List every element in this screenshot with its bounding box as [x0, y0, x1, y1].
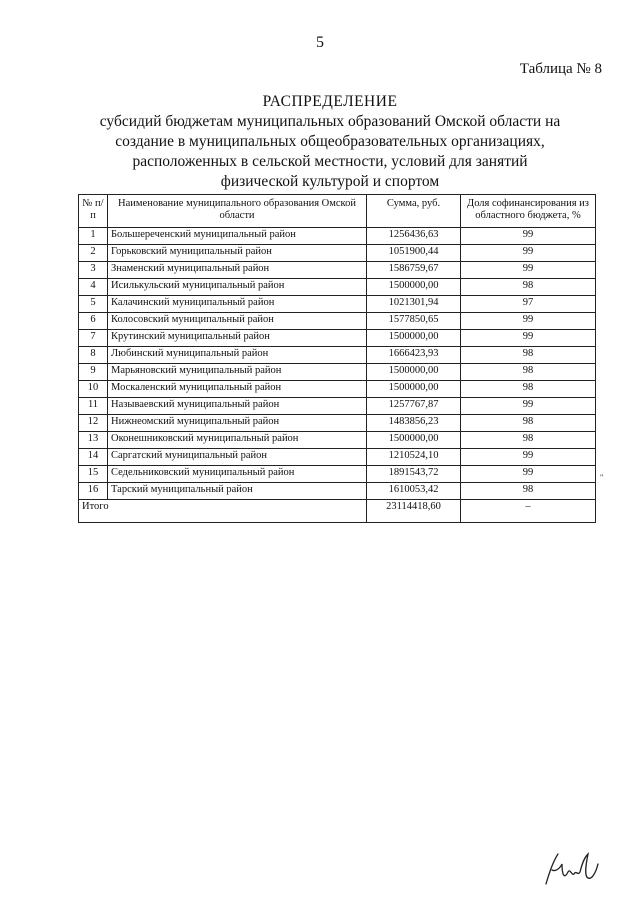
title-line-4: физической культурой и спортом — [220, 173, 440, 190]
total-share: – — [461, 500, 596, 523]
row-sum: 1500000,00 — [367, 381, 461, 398]
row-num: 1 — [79, 228, 108, 245]
table-body — [79, 228, 596, 500]
table-row — [79, 364, 596, 381]
row-num: 12 — [79, 415, 108, 432]
table-row — [79, 432, 596, 449]
row-share: 99 — [461, 398, 596, 415]
row-num: 8 — [79, 347, 108, 364]
row-share: 98 — [461, 279, 596, 296]
row-name: Знаменский муниципальный район — [108, 262, 367, 279]
table-row — [79, 330, 596, 347]
row-name: Большереченский муниципальный район — [108, 228, 367, 245]
row-share: 98 — [461, 415, 596, 432]
row-share: 99 — [461, 262, 596, 279]
total-label: Итого — [79, 500, 367, 523]
table-row — [79, 313, 596, 330]
row-sum: 1500000,00 — [367, 330, 461, 347]
table-row — [79, 279, 596, 296]
margin-mark: " — [600, 473, 604, 482]
row-num: 4 — [79, 279, 108, 296]
table-label: Таблица № 8 — [519, 61, 602, 77]
row-sum: 1483856,23 — [367, 415, 461, 432]
row-name: Калачинский муниципальный район — [108, 296, 367, 313]
row-name: Москаленский муниципальный район — [108, 381, 367, 398]
header-num: № п/п — [79, 195, 108, 228]
row-num: 11 — [79, 398, 108, 415]
row-share: 99 — [461, 245, 596, 262]
table-row — [79, 466, 596, 483]
row-num: 2 — [79, 245, 108, 262]
table-row — [79, 245, 596, 262]
row-sum: 1256436,63 — [367, 228, 461, 245]
row-num: 10 — [79, 381, 108, 398]
row-sum: 1891543,72 — [367, 466, 461, 483]
row-name: Крутинский муниципальный район — [108, 330, 367, 347]
handwritten-signature — [540, 850, 602, 888]
row-sum: 1500000,00 — [367, 432, 461, 449]
row-sum: 1500000,00 — [367, 364, 461, 381]
table-row — [79, 483, 596, 500]
table-row — [79, 415, 596, 432]
row-sum: 1500000,00 — [367, 279, 461, 296]
table-header-row — [79, 195, 596, 228]
row-name: Седельниковский муниципальный район — [108, 466, 367, 483]
row-share: 98 — [461, 381, 596, 398]
title-line-1: субсидий бюджетам муниципальных образований Омской области на — [99, 113, 561, 130]
row-share: 98 — [461, 483, 596, 500]
table-row — [79, 381, 596, 398]
row-sum: 1210524,10 — [367, 449, 461, 466]
row-name: Марьяновский муниципальный район — [108, 364, 367, 381]
row-sum: 1610053,42 — [367, 483, 461, 500]
page-number: 5 — [316, 34, 324, 51]
row-sum: 1257767,87 — [367, 398, 461, 415]
title-main: РАСПРЕДЕЛЕНИЕ — [262, 93, 398, 110]
row-name: Горьковский муниципальный район — [108, 245, 367, 262]
row-num: 6 — [79, 313, 108, 330]
table-row — [79, 296, 596, 313]
table-row — [79, 398, 596, 415]
row-name: Исилькульский муниципальный район — [108, 279, 367, 296]
row-num: 7 — [79, 330, 108, 347]
row-share: 99 — [461, 228, 596, 245]
total-row — [79, 500, 596, 523]
total-sum: 23114418,60 — [367, 500, 461, 523]
row-name: Нижнеомский муниципальный район — [108, 415, 367, 432]
row-num: 16 — [79, 483, 108, 500]
header-sum: Сумма, руб. — [367, 195, 461, 228]
header-share: Доля софинансирования из областного бюджета, % — [461, 195, 596, 228]
row-share: 98 — [461, 364, 596, 381]
row-name: Оконешниковский муниципальный район — [108, 432, 367, 449]
row-name: Колосовский муниципальный район — [108, 313, 367, 330]
row-name: Любинский муниципальный район — [108, 347, 367, 364]
row-num: 13 — [79, 432, 108, 449]
document-title — [80, 92, 580, 192]
row-sum: 1586759,67 — [367, 262, 461, 279]
row-name: Называевский муниципальный район — [108, 398, 367, 415]
row-name: Саргатский муниципальный район — [108, 449, 367, 466]
table-row — [79, 262, 596, 279]
table-row — [79, 347, 596, 364]
row-num: 5 — [79, 296, 108, 313]
table-row — [79, 449, 596, 466]
row-num: 9 — [79, 364, 108, 381]
row-name: Тарский муниципальный район — [108, 483, 367, 500]
row-share: 97 — [461, 296, 596, 313]
row-share: 99 — [461, 466, 596, 483]
row-num: 3 — [79, 262, 108, 279]
header-name: Наименование муниципального образования Омской области — [108, 195, 367, 228]
row-share: 99 — [461, 330, 596, 347]
row-sum: 1021301,94 — [367, 296, 461, 313]
row-num: 14 — [79, 449, 108, 466]
row-num: 15 — [79, 466, 108, 483]
row-sum: 1051900,44 — [367, 245, 461, 262]
subsidy-distribution-table — [78, 194, 596, 523]
row-share: 99 — [461, 313, 596, 330]
table-row — [79, 228, 596, 245]
row-sum: 1577850,65 — [367, 313, 461, 330]
title-line-3: расположенных в сельской местности, условий для занятий — [132, 153, 528, 170]
row-share: 98 — [461, 347, 596, 364]
row-share: 99 — [461, 449, 596, 466]
title-line-2: создание в муниципальных общеобразовательных организациях, — [115, 133, 545, 150]
row-share: 98 — [461, 432, 596, 449]
row-sum: 1666423,93 — [367, 347, 461, 364]
